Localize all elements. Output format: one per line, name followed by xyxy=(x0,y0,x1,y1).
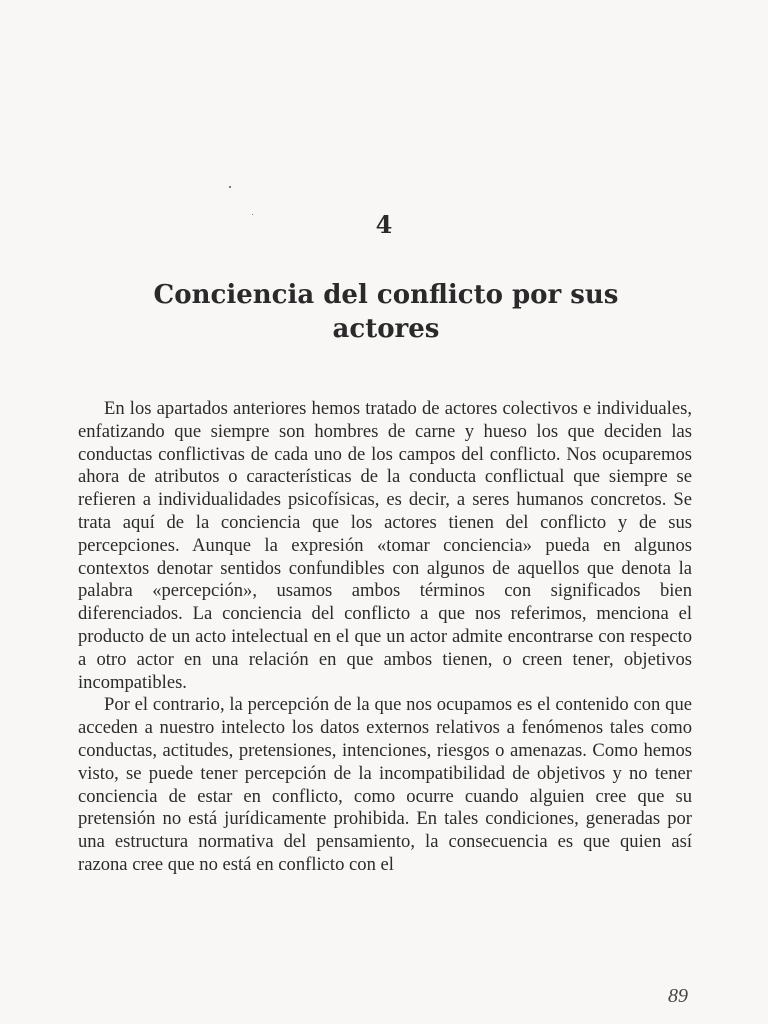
body-text xyxy=(78,398,692,877)
scan-speck xyxy=(229,186,231,188)
page-number: 89 xyxy=(668,985,688,1007)
paragraph: En los apartados anteriores hemos tratado de actores colectivos e individuales, enfatizando que siempre son hombres de carne y hueso los que deciden las conductas conflictivas de cada uno de los campos del conflicto. Nos ocuparemos ahora de atributos o características de la conducta conflictual que siempre se refieren a individualidades psicofísicas, es decir, a seres humanos concretos. Se trata aquí de la conciencia que los actores tienen del conflicto y de sus percepciones. Aunque la expresión «tomar conciencia» pueda en algunos contextos denotar sentidos confundibles con algunos de aquellos que denota la palabra «percepción», usamos ambos términos con significados bien diferenciados. La conciencia del conflicto a que nos referimos, menciona el producto de un acto intelectual en el que un actor admite encontrarse con respecto a otro actor en una relación en que ambos tienen, o creen tener, objetivos incompatibles. xyxy=(78,398,692,693)
chapter-title: Conciencia del conflicto por sus actores xyxy=(153,280,619,344)
chapter-number: 4 xyxy=(375,210,393,239)
paragraph: Por el contrario, la percepción de la que nos ocupamos es el contenido con que acceden a nuestro intelecto los datos externos relativos a fenómenos tales como conductas, actitudes, pretensiones, intenciones, riesgos o amenazas. Como hemos visto, se puede tener percepción de la incompatibilidad de objetivos y no tener conciencia de estar en conflicto, como ocurre cuando alguien cree que su pretensión no está jurídicamente prohibida. En tales condiciones, generadas por una estructura normativa del pensamiento, la consecuencia es que quien así razona cree que no está en conflicto con el xyxy=(78,694,692,875)
